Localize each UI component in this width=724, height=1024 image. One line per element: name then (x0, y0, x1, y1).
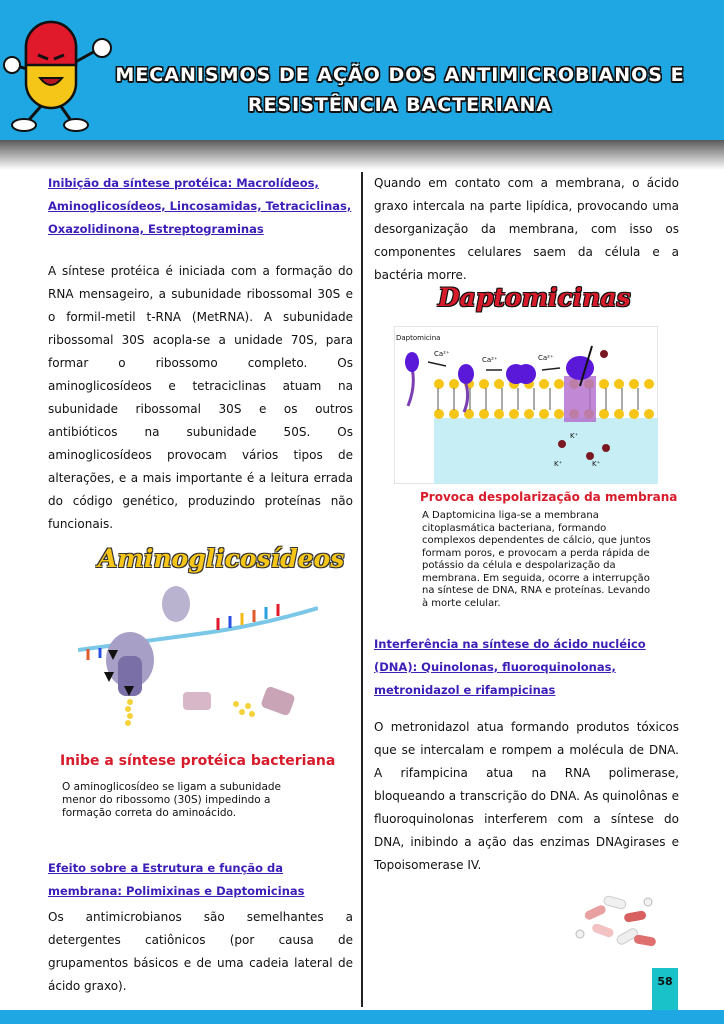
footer-bar (0, 1010, 724, 1024)
header-shadow (0, 140, 724, 170)
label-k-3: K⁺ (592, 460, 601, 468)
label-ca-1: Ca²⁺ (434, 350, 450, 358)
figure-caption-daptomicinas: Provoca despolarização da membrana (420, 490, 678, 504)
label-k-1: K⁺ (570, 432, 579, 440)
daptomycin-membrane-illustration (394, 326, 658, 484)
label-ca-2: Ca²⁺ (482, 356, 498, 364)
figure-caption-aminoglicosideos: Inibe a síntese protéica bacteriana (60, 753, 336, 769)
section-heading-protein-synthesis: Inibição da síntese protéica: Macrolídeos, Aminoglicosídeos, Lincosamidas, Tetraciclinas, Oxazolidinona, Estreptograminas (48, 176, 352, 236)
title-line-1: MECANISMOS DE AÇÃO DOS ANTIMICROBIANOS E (115, 64, 685, 86)
figure-text-aminoglicosideos: O aminoglicosídeo se ligam a subunidade menor do ribossomo (30S) impedindo a formação correta do aminoácido. (62, 781, 282, 819)
section-body-membrane-continued: Quando em contato com a membrana, o ácido graxo intercala na parte lipídica, provocando uma desorganização da membrana, com isso os componentes celulares saem da célula e a bactéria morre. (374, 176, 679, 282)
title-line-2: RESISTÊNCIA BACTERIANA (247, 94, 553, 116)
ribosome-illustration (78, 582, 318, 732)
label-ca-3: Ca²⁺ (538, 354, 554, 362)
section-body-nucleic-acid: O metronidazol atua formando produtos tóxicos que se intercalam e rompem a molécula de DNA. A rifampicina atua na RNA polimerase, bloqueando a transcrição do DNA. As quinolônas e fluoroquinolonas interferem com a síntese do DNA, inibindo a ação das enzimas DNAgirases e Topoisomerase IV. (374, 720, 679, 872)
label-k-2: K⁺ (554, 460, 563, 468)
page-title (100, 60, 700, 120)
page-number: 58 (652, 968, 678, 1010)
section-heading-nucleic-acid: Interferência na síntese do ácido nucléico (DNA): Quinolonas, fluoroquinolonas, metronidazol e rifampicinas (374, 637, 646, 697)
figure-title-daptomicinas: Daptomicinas (438, 283, 631, 312)
pills-icon (574, 890, 664, 958)
section-body-membrane: Os antimicrobianos são semelhantes a detergentes catiônicos (por causa de grupamentos básicos e de uma cadeia lateral de ácido graxo). (48, 910, 353, 993)
figure-text-daptomicinas: A Daptomicina liga-se a membrana citoplasmática bacteriana, formando complexos dependentes de cálcio, que juntos formam poros, e provocam a perda rápida de potássio da célula e despolarização da membrana. Em seguida, ocorre a interrupção na síntese de DNA, RNA e proteínas. Levando à morte celular. (422, 510, 651, 609)
column-divider (361, 172, 363, 1007)
section-body-protein-synthesis: A síntese protéica é iniciada com a formação do RNA mensageiro, a subunidade ribossomal 30S e o formil-metil t-RNA (MetRNA). A subunidade ribossomal 30S acopla-se a unidade 70S, para formar o ribossomo completo. Os aminoglicosídeos e tetraciclinas atuam na subunidade ribossomal 30S e os outros antibióticos na subunidade 50S. Os aminoglicosídeos provocam vários tipos de alterações, e a mais importante é a leitura errada do código genético, produzindo proteínas não funcionais. (48, 264, 353, 531)
section-heading-membrane: Efeito sobre a Estrutura e função da membrana: Polimixinas e Daptomicinas (48, 861, 305, 898)
figure-title-aminoglicosideos: Aminoglicosídeos (98, 544, 345, 573)
label-daptomicina: Daptomicina (396, 334, 441, 342)
